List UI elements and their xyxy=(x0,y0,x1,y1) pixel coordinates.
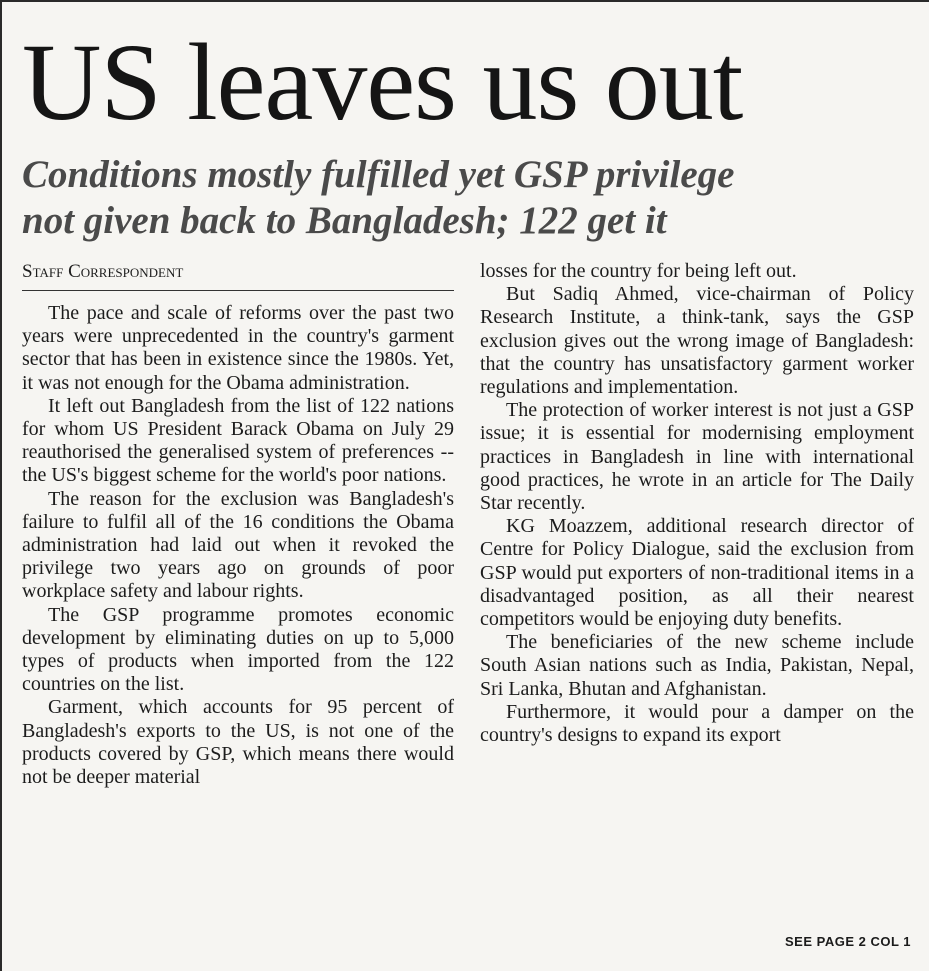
paragraph: The reason for the exclusion was Bangladesh's failure to fulfil all of the 16 conditions the Obama administration had laid out when it revoked the privilege two years ago on grounds of poor workplace safety and labour rights. xyxy=(22,487,454,603)
article-column-left xyxy=(22,302,454,942)
article-column-right xyxy=(480,260,914,950)
paragraph: The pace and scale of reforms over the past two years were unprecedented in the country's garment sector that has been in existence since the 1980s. Yet, it was not enough for the Obama administration. xyxy=(22,302,454,394)
paragraph: The GSP programme promotes economic development by eliminating duties on up to 5,000 types of products when imported from the 122 countries on the list. xyxy=(22,603,454,696)
subheadline xyxy=(22,152,912,244)
paragraph: The protection of worker interest is not just a GSP issue; it is essential for modernising employment practices in Bangladesh in line with international good practices, he wrote in an article for The Daily Star recently. xyxy=(480,399,914,515)
paragraph: It left out Bangladesh from the list of 122 nations for whom US President Barack Obama on July 29 reauthorised the generalised system of preferences -- the US's biggest scheme for the world's poor nations. xyxy=(22,394,454,487)
paragraph: The beneficiaries of the new scheme include South Asian nations such as India, Pakistan, Nepal, Sri Lanka, Bhutan and Afghanistan. xyxy=(480,631,914,700)
subheadline-line-1: Conditions mostly fulfilled yet GSP privilege xyxy=(22,153,735,196)
paragraph: Furthermore, it would pour a damper on the country's designs to expand its export xyxy=(480,700,914,747)
continuation-jump: SEE PAGE 2 COL 1 xyxy=(784,934,911,949)
paragraph: KG Moazzem, additional research director of Centre for Policy Dialogue, said the exclusion from GSP would put exporters of non-traditional items in a disadvantaged position, as all their nearest competitors would be enjoying duty benefits. xyxy=(480,515,914,631)
paragraph: Garment, which accounts for 95 percent of Bangladesh's exports to the US, is not one of the products covered by GSP, which means there would not be deeper material xyxy=(22,696,454,789)
byline: Staff Correspondent xyxy=(22,260,454,291)
paragraph: But Sadiq Ahmed, vice-chairman of Policy Research Institute, a think-tank, says the GSP exclusion gives out the wrong image of Bangladesh: that the country has unsatisfactory garment worker regulations and implementation. xyxy=(480,283,914,399)
subheadline-line-2: not given back to Bangladesh; 122 get it xyxy=(22,199,667,242)
paragraph: losses for the country for being left out. xyxy=(480,260,797,282)
headline: US leaves us out xyxy=(22,21,743,143)
